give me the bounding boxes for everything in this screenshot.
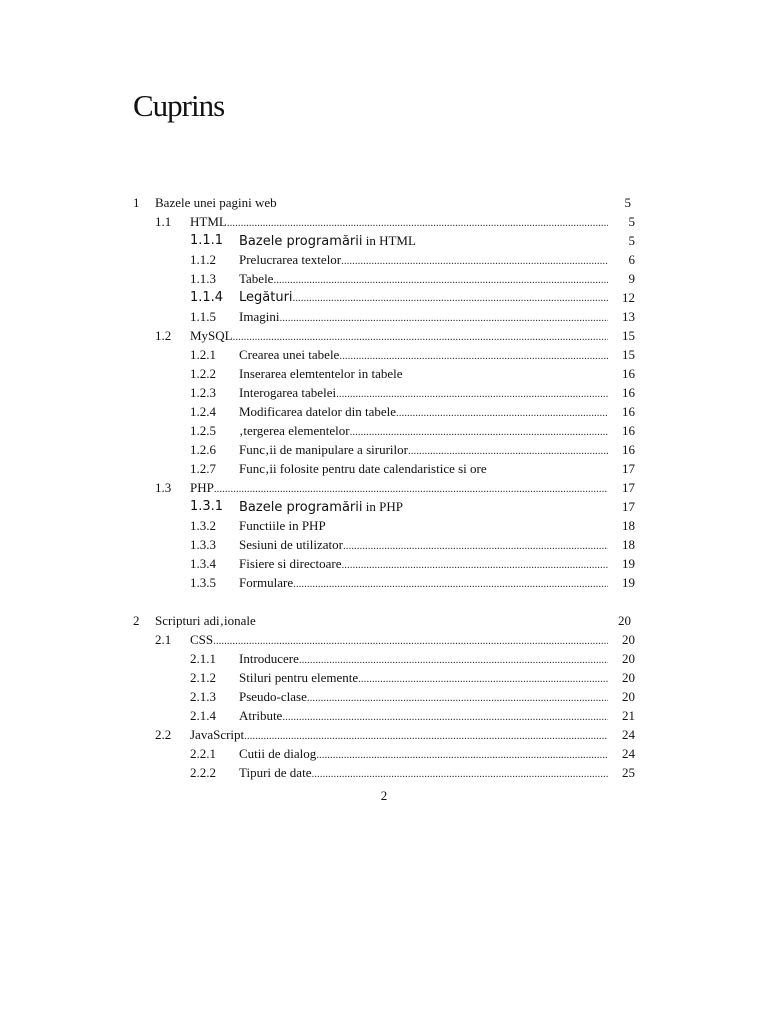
toc-entry-label-text: Pseudo-clase [239, 689, 307, 704]
toc-entry-page: 16 [622, 366, 635, 381]
toc-entry-number: 1.1.4 [190, 290, 224, 305]
toc-entry-number: 1.1.1 [190, 233, 224, 248]
toc-entry[interactable] [0, 250, 768, 269]
toc-entry-page: 5 [628, 233, 635, 248]
toc-entry-label [239, 269, 273, 288]
toc-entry-page: 5 [628, 214, 635, 229]
toc-entry-label-text: Crearea unei tabele [239, 347, 340, 362]
toc-entry-page: 24 [622, 746, 635, 761]
toc-entry[interactable] [0, 649, 768, 668]
toc-entry-page: 16 [622, 442, 635, 457]
toc-entry-label-text: Func‚ii folosite pentru date calendaristice si ore [239, 461, 487, 476]
toc-entry-label-text: MySQL [190, 328, 233, 343]
toc-entry-page: 17 [622, 499, 635, 514]
toc-entry-label [239, 744, 316, 763]
toc-entry-page: 16 [622, 385, 635, 400]
toc-entry-label-text: Formulare [239, 575, 294, 590]
toc-entry-page: 20 [622, 651, 635, 666]
dot-leader [293, 289, 608, 308]
toc-entry-number: 1.3.4 [190, 556, 216, 571]
toc-entry[interactable] [0, 440, 768, 459]
toc-entry-number: 1.2.1 [190, 347, 216, 362]
toc-entry-label [239, 383, 336, 402]
toc-entry-number: 1.1 [155, 214, 172, 229]
toc-entry-label [239, 345, 339, 364]
toc-entry-number: 1.3 [155, 480, 172, 495]
toc-entry-label [239, 231, 416, 251]
toc-entry-label-text: Fisiere si directoare [239, 556, 342, 571]
toc-entry-page: 20 [622, 670, 635, 685]
toc-entry-number: 1.3.2 [190, 518, 216, 533]
toc-entry-number: 1.3.3 [190, 537, 216, 552]
toc-entry[interactable] [0, 212, 768, 231]
toc-entry[interactable] [0, 478, 768, 497]
toc-entry[interactable] [0, 687, 768, 706]
toc-entry-label [190, 326, 233, 345]
toc-entry-label [155, 193, 277, 212]
toc-entry-number: 1.3.5 [190, 575, 216, 590]
toc-entry-number: 1.2.7 [190, 461, 216, 476]
toc-entry-label-text: Tipuri de date [239, 765, 312, 780]
toc-entry[interactable] [0, 326, 768, 345]
toc-entry-number: 1.2.3 [190, 385, 216, 400]
toc-entry-number: 1 [133, 195, 140, 210]
toc-entry-number: 1.2.5 [190, 423, 216, 438]
toc-entry-page: 20 [618, 613, 631, 628]
toc-entry[interactable] [0, 307, 768, 326]
toc-entry[interactable] [0, 269, 768, 288]
toc-entry-page: 17 [622, 461, 635, 476]
toc-entry[interactable] [0, 193, 768, 212]
toc-entry-label-text: Bazele unei pagini web [155, 195, 277, 210]
toc-entry[interactable] [0, 725, 768, 744]
toc-entry-page: 24 [622, 727, 635, 742]
toc-entry-number: 2.2.1 [190, 746, 216, 761]
toc-entry-label-text: Bazele programării [239, 234, 363, 249]
toc-entry-number: 1.2.6 [190, 442, 216, 457]
toc-entry-page: 18 [622, 537, 635, 552]
toc-entry-page: 21 [622, 708, 635, 723]
toc-entry-page: 9 [628, 271, 635, 286]
toc-entry-label [239, 288, 293, 307]
toc-entry-label-text: Tabele [239, 271, 274, 286]
document-title: Cuprins [133, 88, 225, 123]
toc-entry-page: 25 [622, 765, 635, 780]
toc-entry-label-text: Introducere [239, 651, 299, 666]
toc-entry-label-text: Sesiuni de utilizator [239, 537, 343, 552]
toc-entry-label [239, 554, 342, 573]
toc-entry-label-text: Interogarea tabelei [239, 385, 337, 400]
toc-entry-label [190, 478, 214, 497]
toc-entry-label-text: Legături [239, 290, 293, 305]
toc-entry-page: 6 [628, 252, 635, 267]
toc-entry[interactable] [0, 345, 768, 364]
toc-entry-page: 16 [622, 423, 635, 438]
toc-entry-label [190, 725, 244, 744]
toc-entry[interactable] [0, 630, 768, 649]
toc-entry-page: 20 [622, 632, 635, 647]
toc-entry[interactable] [0, 706, 768, 725]
toc-entry-page: 13 [622, 309, 635, 324]
toc-entry-number: 1.2 [155, 328, 172, 343]
toc-entry[interactable] [0, 402, 768, 421]
toc-entry-label-text: Imagini [239, 309, 280, 324]
toc-entry-page: 15 [622, 347, 635, 362]
toc-entry-label [239, 535, 343, 554]
toc-entry[interactable] [0, 288, 768, 307]
toc-entry-label-text: ‚tergerea elementelor [239, 423, 350, 438]
toc-entry-label-text: JavaScript [190, 727, 245, 742]
toc-entry-label [190, 630, 213, 649]
toc-entry[interactable] [0, 231, 768, 250]
toc-entry[interactable] [0, 535, 768, 554]
toc-entry-label-text: Stiluri pentru elemente [239, 670, 359, 685]
toc-entry-label [239, 668, 358, 687]
toc-entry-label [239, 687, 307, 706]
toc-entry-number: 2.2 [155, 727, 172, 742]
toc-entry-label-suffix: in PHP [362, 499, 403, 514]
toc-entry-label [239, 573, 293, 592]
toc-entry-page: 15 [622, 328, 635, 343]
toc-entry[interactable] [0, 554, 768, 573]
toc-entry-label-text: CSS [190, 632, 214, 647]
dot-leader [311, 765, 608, 784]
toc-entry-label-suffix: in HTML [362, 233, 416, 248]
toc-entry-label [239, 440, 408, 459]
toc-entry-number: 1.1.2 [190, 252, 216, 267]
toc-entry-number: 1.1.3 [190, 271, 216, 286]
toc-entry-label [239, 364, 403, 383]
toc-entry-label [190, 212, 227, 231]
toc-entry-label [155, 611, 256, 630]
toc-entry-page: 17 [622, 480, 635, 495]
toc-entry-label [239, 706, 282, 725]
toc-entry-page: 16 [622, 404, 635, 419]
toc-entry[interactable] [0, 611, 768, 630]
toc-entry-label [239, 497, 403, 517]
toc-entry-label-text: Atribute [239, 708, 283, 723]
toc-entry-label [239, 307, 279, 326]
toc-entry[interactable] [0, 668, 768, 687]
toc-entry-number: 2 [133, 613, 140, 628]
toc-entry-number: 1.2.2 [190, 366, 216, 381]
toc-entry-label [239, 421, 350, 440]
toc-entry-label [239, 516, 326, 535]
toc-entry-number: 2.1.2 [190, 670, 216, 685]
toc-entry-number: 2.1.4 [190, 708, 216, 723]
toc-entry[interactable] [0, 459, 768, 478]
page-number: 2 [380, 788, 388, 803]
toc-entry[interactable] [0, 421, 768, 440]
toc-entry-label [239, 402, 396, 421]
toc-entry-label-text: Bazele programării [239, 500, 363, 515]
toc-entry-number: 2.1 [155, 632, 172, 647]
toc-entry-label-text: Func‚ii de manipulare a sirurilor [239, 442, 408, 457]
toc-entry-page: 20 [622, 689, 635, 704]
toc-entry-label-text: Scripturi adi‚ionale [155, 613, 256, 628]
toc-entry-page: 19 [622, 575, 635, 590]
toc-entry-label [239, 250, 341, 269]
toc-entry[interactable] [0, 744, 768, 763]
toc-entry-label-text: Modificarea datelor din tabele [239, 404, 397, 419]
toc-entry-number: 2.1.3 [190, 689, 216, 704]
toc-entry-number: 2.1.1 [190, 651, 216, 666]
toc-entry[interactable] [0, 364, 768, 383]
toc-entry-label-text: Prelucrarea textelor [239, 252, 342, 267]
toc-entry-label-text: Functiile in PHP [239, 518, 326, 533]
toc-entry-page: 18 [622, 518, 635, 533]
toc-entry[interactable] [0, 497, 768, 516]
toc-entry-label [239, 459, 487, 478]
toc-entry[interactable] [0, 573, 768, 592]
toc-entry-page: 19 [622, 556, 635, 571]
toc-entry-label-text: PHP [190, 480, 214, 495]
toc-entry[interactable] [0, 383, 768, 402]
toc-entry-label [239, 763, 311, 782]
toc-entry-number: 2.2.2 [190, 765, 216, 780]
toc-entry[interactable] [0, 516, 768, 535]
toc-entry-page: 5 [624, 195, 631, 210]
toc-entry-page: 12 [622, 290, 635, 305]
toc-entry-number: 1.1.5 [190, 309, 216, 324]
toc-entry-label-text: HTML [190, 214, 227, 229]
toc-entry-number: 1.3.1 [190, 499, 224, 514]
toc-entry-label-text: Inserarea elemtentelor in tabele [239, 366, 403, 381]
toc-entry[interactable] [0, 763, 768, 782]
toc-entry-label-text: Cutii de dialog [239, 746, 317, 761]
dot-leader [293, 575, 608, 594]
toc-entry-label [239, 649, 299, 668]
toc-entry-number: 1.2.4 [190, 404, 216, 419]
